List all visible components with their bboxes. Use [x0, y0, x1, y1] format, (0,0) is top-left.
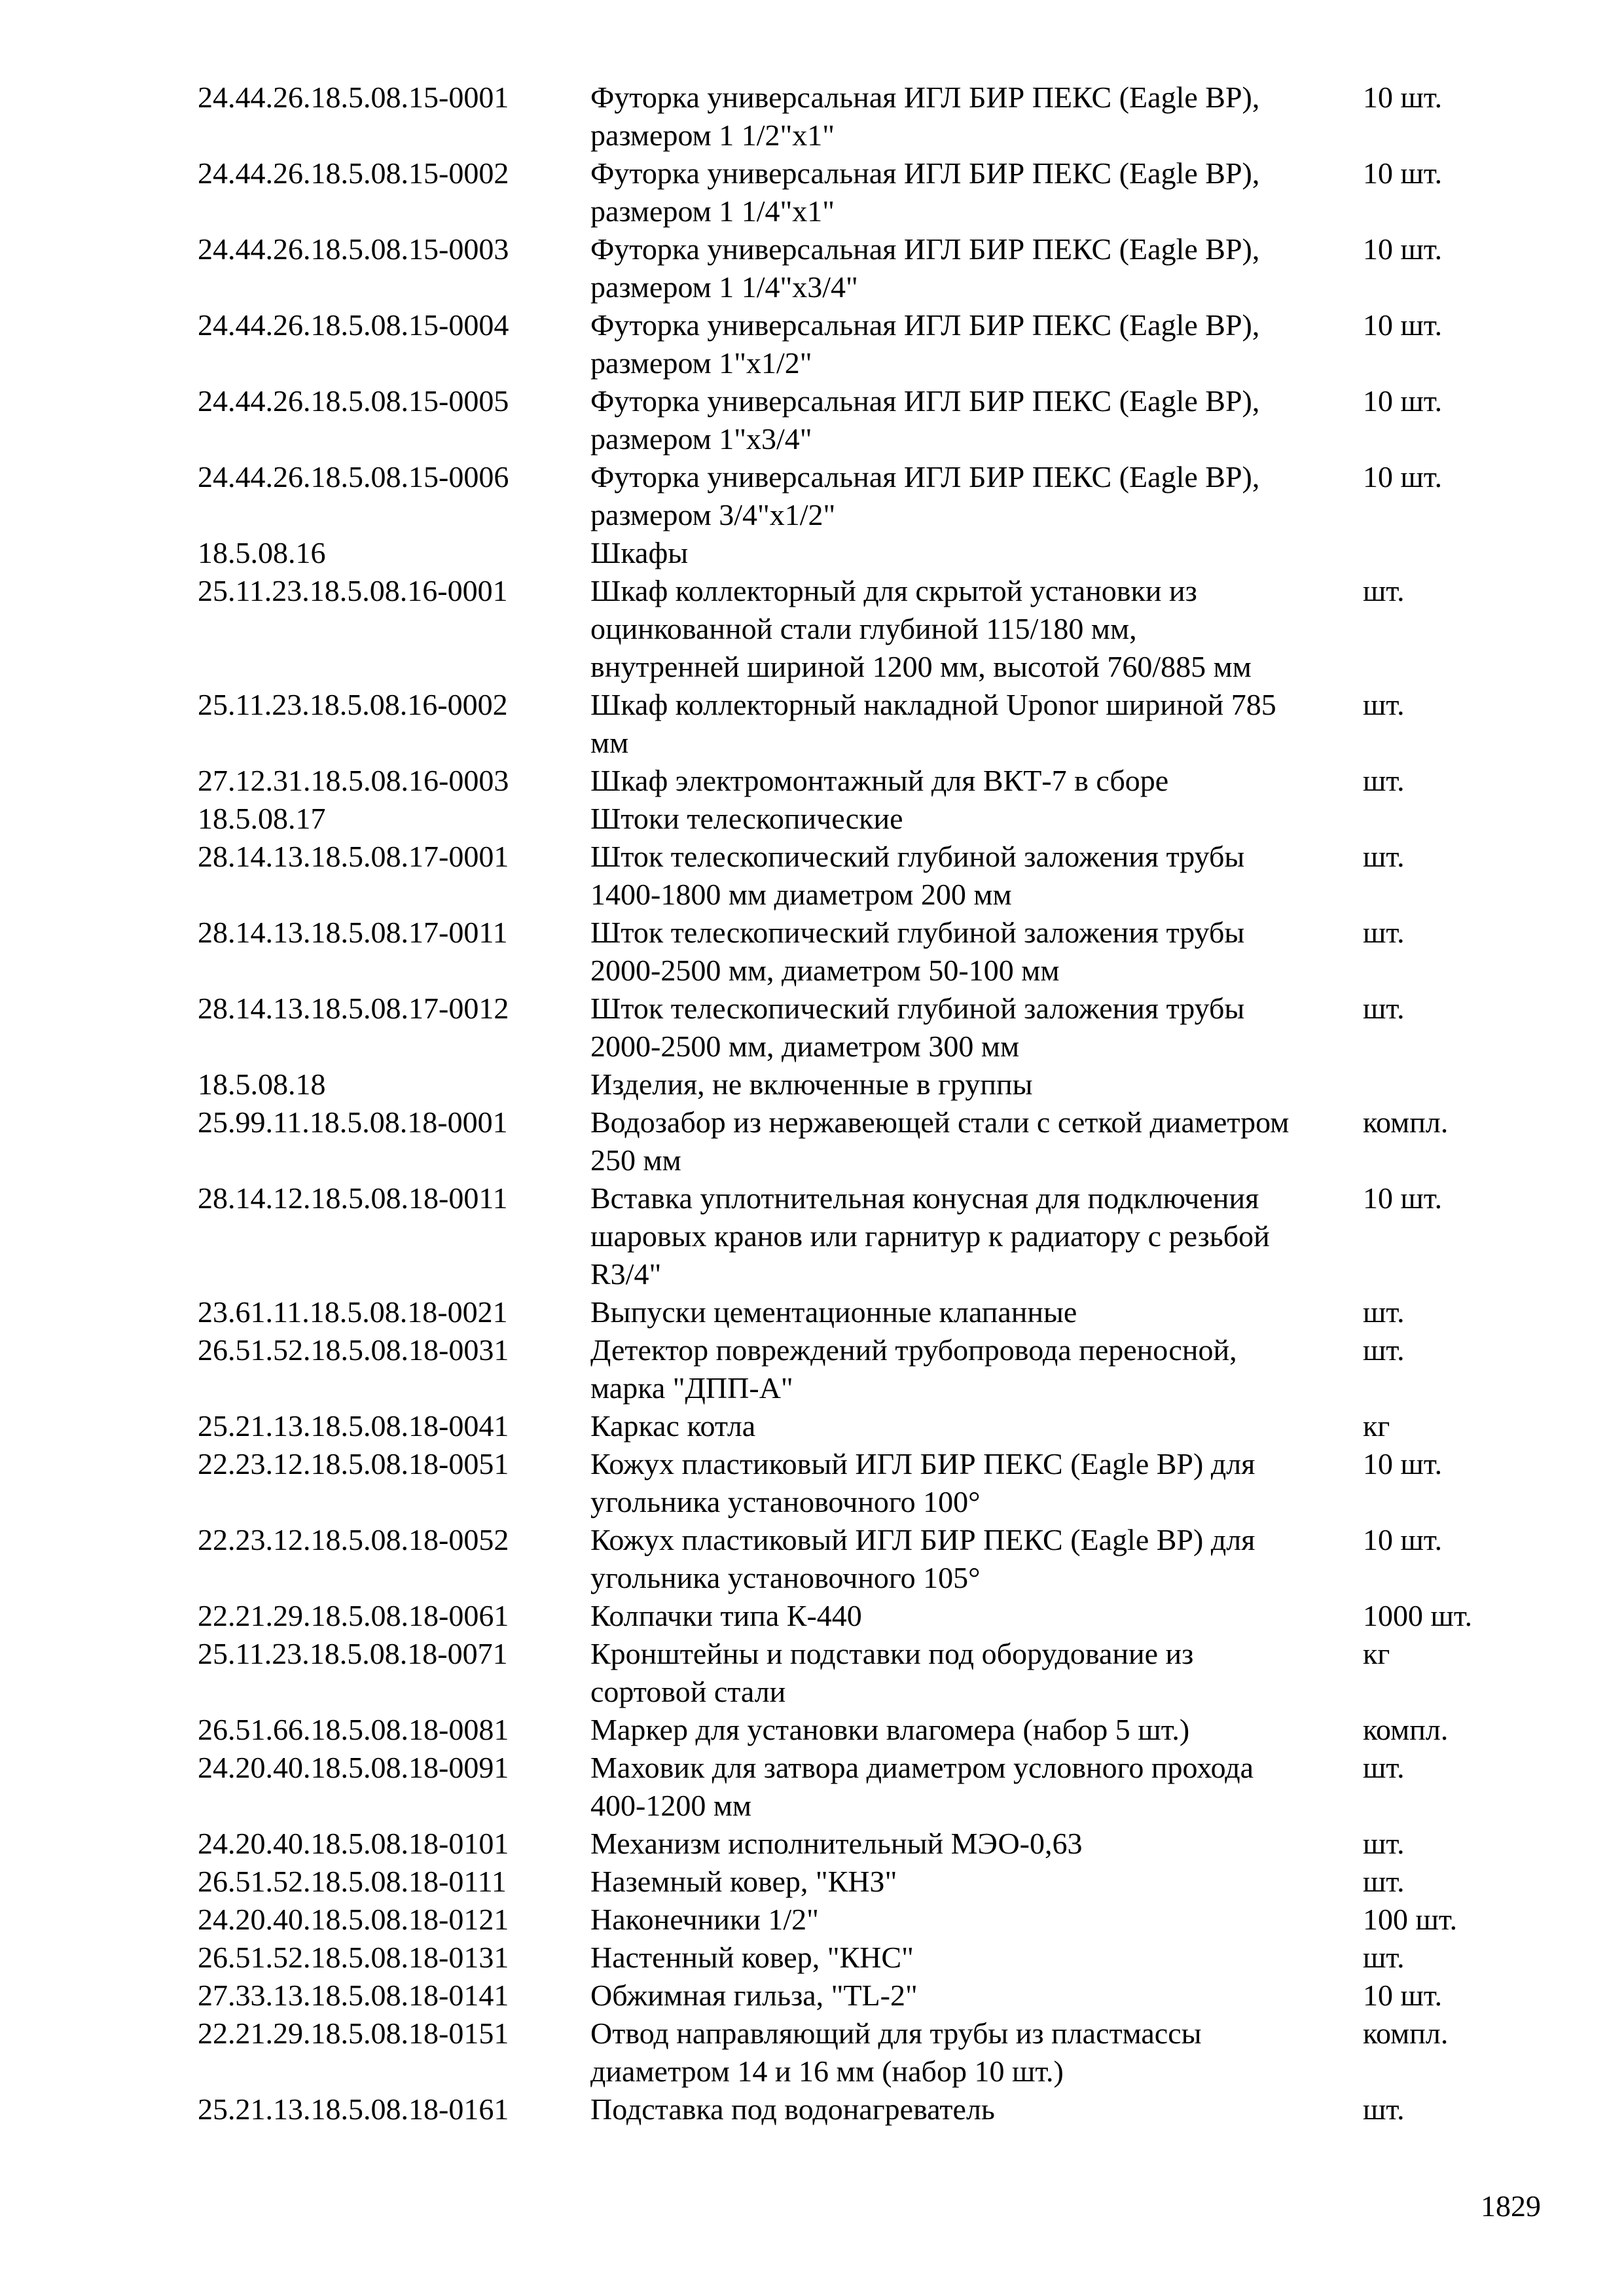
- table-row: [198, 306, 1507, 382]
- table-row: [198, 1445, 1507, 1521]
- table-row: [198, 1635, 1507, 1711]
- group-heading-row: [198, 800, 1507, 838]
- item-name-line: Изделия, не включенные в группы: [590, 1067, 1033, 1101]
- item-name-line: оцинкованной стали глубиной 115/180 мм,: [590, 612, 1137, 645]
- item-name: [590, 2015, 1363, 2090]
- item-unit: шт.: [1363, 1941, 1405, 1974]
- table-row: [198, 1825, 1507, 1863]
- group-heading-row: [198, 534, 1507, 572]
- table-row: [198, 382, 1507, 458]
- item-name-line: размером 1 1/2"x1": [590, 118, 835, 152]
- table-row: [198, 1179, 1507, 1293]
- item-name-line: 2000-2500 мм, диаметром 300 мм: [590, 1030, 1020, 1063]
- item-unit: 10 шт.: [1363, 81, 1443, 114]
- item-name-line: Шток телескопический глубиной заложения трубы: [590, 992, 1245, 1025]
- item-code: 18.5.08.17: [198, 802, 326, 835]
- item-name-line: Отвод направляющий для трубы из пластмассы: [590, 2017, 1202, 2050]
- table-row: [198, 1901, 1507, 1939]
- table-row: [198, 1863, 1507, 1901]
- table-row: [198, 1711, 1507, 1749]
- item-code: 28.14.13.18.5.08.17-0011: [198, 916, 508, 949]
- item-name: [590, 572, 1363, 686]
- item-unit: шт.: [1363, 1827, 1405, 1860]
- item-name: [590, 2090, 1363, 2128]
- item-unit: шт.: [1363, 574, 1405, 607]
- item-name-line: Механизм исполнительный МЭО-0,63: [590, 1827, 1083, 1860]
- item-name-line: Футорка универсальная ИГЛ БИР ПЕКС (Eagle BP),: [590, 384, 1260, 418]
- item-name-line: мм: [590, 726, 629, 759]
- item-code: 22.23.12.18.5.08.18-0051: [198, 1447, 509, 1480]
- item-name: [590, 154, 1363, 230]
- item-code: 23.61.11.18.5.08.18-0021: [198, 1295, 508, 1329]
- item-unit: шт.: [1363, 688, 1405, 721]
- item-name: [590, 800, 1363, 838]
- item-name-line: размером 1 1/4"x1": [590, 194, 835, 228]
- item-name-line: 400-1200 мм: [590, 1789, 752, 1822]
- item-name: [590, 762, 1363, 800]
- item-name-line: Шкафы: [590, 536, 689, 569]
- item-name-line: Маховик для затвора диаметром условного прохода: [590, 1751, 1254, 1784]
- item-unit: 10 шт.: [1363, 156, 1443, 190]
- item-name: [590, 79, 1363, 154]
- item-unit: шт.: [1363, 1865, 1405, 1898]
- item-code: 26.51.52.18.5.08.18-0031: [198, 1333, 509, 1367]
- item-name-line: угольника установочного 105°: [590, 1561, 981, 1594]
- item-name: [590, 686, 1363, 762]
- table-row: [198, 2090, 1507, 2128]
- item-name: [590, 306, 1363, 382]
- table-row: [198, 1977, 1507, 2015]
- resource-table: [198, 79, 1507, 2128]
- item-name-line: Шкаф электромонтажный для ВКТ-7 в сборе: [590, 764, 1169, 797]
- table-row: [198, 1293, 1507, 1331]
- item-code: 24.44.26.18.5.08.15-0002: [198, 156, 509, 190]
- item-code: 26.51.52.18.5.08.18-0111: [198, 1865, 507, 1898]
- table-row: [198, 1749, 1507, 1825]
- page-number: 1829: [1481, 2189, 1541, 2223]
- item-name: [590, 1711, 1363, 1749]
- item-name-line: Вставка уплотнительная конусная для подключения: [590, 1181, 1259, 1215]
- item-code: 28.14.13.18.5.08.17-0001: [198, 840, 509, 873]
- item-name-line: Шток телескопический глубиной заложения трубы: [590, 916, 1245, 949]
- table-row: [198, 79, 1507, 154]
- item-unit: 10 шт.: [1363, 460, 1443, 493]
- item-name: [590, 230, 1363, 306]
- item-name-line: Шкаф коллекторный накладной Uponor шириной 785: [590, 688, 1276, 721]
- item-name-line: диаметром 14 и 16 мм (набор 10 шт.): [590, 2054, 1064, 2088]
- item-name-line: Футорка универсальная ИГЛ БИР ПЕКС (Eagle BP),: [590, 308, 1260, 342]
- item-name-line: Подставка под водонагреватель: [590, 2092, 995, 2126]
- table-row: [198, 1331, 1507, 1407]
- table-row: [198, 838, 1507, 914]
- item-unit: шт.: [1363, 764, 1405, 797]
- item-code: 18.5.08.16: [198, 536, 326, 569]
- table-row: [198, 1521, 1507, 1597]
- item-name: [590, 1863, 1363, 1901]
- table-row: [198, 1407, 1507, 1445]
- item-unit: шт.: [1363, 992, 1405, 1025]
- item-code: 25.99.11.18.5.08.18-0001: [198, 1105, 508, 1139]
- item-unit: 10 шт.: [1363, 384, 1443, 418]
- item-name-line: Маркер для установки влагомера (набор 5 шт.): [590, 1713, 1190, 1746]
- table-row: [198, 914, 1507, 990]
- item-name-line: 2000-2500 мм, диаметром 50-100 мм: [590, 954, 1060, 987]
- item-unit: компл.: [1363, 2017, 1449, 2050]
- item-name-line: Обжимная гильза, "TL-2": [590, 1979, 918, 2012]
- item-code: 28.14.12.18.5.08.18-0011: [198, 1181, 508, 1215]
- item-unit: шт.: [1363, 1333, 1405, 1367]
- item-name-line: сортовой стали: [590, 1675, 786, 1708]
- item-unit: 1000 шт.: [1363, 1599, 1473, 1632]
- item-name: [590, 990, 1363, 1066]
- item-code: 18.5.08.18: [198, 1067, 326, 1101]
- item-name-line: Водозабор из нержавеющей стали с сеткой диаметром: [590, 1105, 1290, 1139]
- item-code: 27.33.13.18.5.08.18-0141: [198, 1979, 509, 2012]
- item-name: [590, 1939, 1363, 1977]
- item-code: 25.11.23.18.5.08.16-0002: [198, 688, 508, 721]
- item-name: [590, 1293, 1363, 1331]
- item-name: [590, 1103, 1363, 1179]
- item-name-line: Кронштейны и подставки под оборудование из: [590, 1637, 1194, 1670]
- item-name: [590, 1445, 1363, 1521]
- item-unit: кг: [1363, 1637, 1390, 1670]
- item-code: 24.44.26.18.5.08.15-0005: [198, 384, 509, 418]
- item-name-line: Футорка универсальная ИГЛ БИР ПЕКС (Eagle BP),: [590, 156, 1260, 190]
- table-row: [198, 1103, 1507, 1179]
- item-code: 26.51.66.18.5.08.18-0081: [198, 1713, 509, 1746]
- item-name: [590, 1977, 1363, 2015]
- item-name: [590, 838, 1363, 914]
- item-unit: шт.: [1363, 2092, 1405, 2126]
- item-code: 28.14.13.18.5.08.17-0012: [198, 992, 509, 1025]
- item-code: 26.51.52.18.5.08.18-0131: [198, 1941, 509, 1974]
- item-name: [590, 1331, 1363, 1407]
- item-unit: кг: [1363, 1409, 1390, 1443]
- table-row: [198, 990, 1507, 1066]
- item-name-line: размером 1"x1/2": [590, 346, 812, 380]
- item-unit: 100 шт.: [1363, 1903, 1458, 1936]
- item-code: 25.11.23.18.5.08.16-0001: [198, 574, 508, 607]
- item-name-line: Кожух пластиковый ИГЛ БИР ПЕКС (Eagle BP) для: [590, 1447, 1255, 1480]
- item-name: [590, 1597, 1363, 1635]
- item-name-line: Футорка универсальная ИГЛ БИР ПЕКС (Eagle BP),: [590, 460, 1260, 493]
- item-code: 24.20.40.18.5.08.18-0121: [198, 1903, 509, 1936]
- item-name-line: Кожух пластиковый ИГЛ БИР ПЕКС (Eagle BP) для: [590, 1523, 1255, 1556]
- item-unit: шт.: [1363, 840, 1405, 873]
- item-code: 22.21.29.18.5.08.18-0061: [198, 1599, 509, 1632]
- item-name-line: Настенный ковер, "КНС": [590, 1941, 914, 1974]
- item-name: [590, 1407, 1363, 1445]
- item-name: [590, 1521, 1363, 1597]
- item-name-line: Выпуски цементационные клапанные: [590, 1295, 1077, 1329]
- item-code: 27.12.31.18.5.08.16-0003: [198, 764, 509, 797]
- item-name-line: Штоки телескопические: [590, 802, 903, 835]
- item-name: [590, 1179, 1363, 1293]
- table-row: [198, 572, 1507, 686]
- item-unit: шт.: [1363, 1751, 1405, 1784]
- item-unit: 10 шт.: [1363, 1181, 1443, 1215]
- item-code: 24.20.40.18.5.08.18-0101: [198, 1827, 509, 1860]
- table-row: [198, 154, 1507, 230]
- item-name: [590, 1066, 1363, 1103]
- item-code: 25.21.13.18.5.08.18-0161: [198, 2092, 509, 2126]
- item-name: [590, 382, 1363, 458]
- item-name: [590, 458, 1363, 534]
- item-name-line: 250 мм: [590, 1143, 681, 1177]
- table-row: [198, 458, 1507, 534]
- item-unit: 10 шт.: [1363, 308, 1443, 342]
- item-unit: 10 шт.: [1363, 1979, 1443, 2012]
- item-name-line: Колпачки типа К-440: [590, 1599, 862, 1632]
- item-name: [590, 1635, 1363, 1711]
- table-row: [198, 762, 1507, 800]
- item-code: 25.21.13.18.5.08.18-0041: [198, 1409, 509, 1443]
- item-code: 24.44.26.18.5.08.15-0001: [198, 81, 509, 114]
- item-name-line: Футорка универсальная ИГЛ БИР ПЕКС (Eagle BP),: [590, 232, 1260, 266]
- item-code: 24.44.26.18.5.08.15-0006: [198, 460, 509, 493]
- item-code: 24.44.26.18.5.08.15-0003: [198, 232, 509, 266]
- item-name-line: Каркас котла: [590, 1409, 756, 1443]
- item-unit: 10 шт.: [1363, 1447, 1443, 1480]
- table-row: [198, 230, 1507, 306]
- group-heading-row: [198, 1066, 1507, 1103]
- item-name: [590, 1749, 1363, 1825]
- item-code: 24.44.26.18.5.08.15-0004: [198, 308, 509, 342]
- table-row: [198, 1939, 1507, 1977]
- item-code: 22.23.12.18.5.08.18-0052: [198, 1523, 509, 1556]
- item-code: 24.20.40.18.5.08.18-0091: [198, 1751, 509, 1784]
- item-unit: 10 шт.: [1363, 1523, 1443, 1556]
- item-name: [590, 914, 1363, 990]
- item-name-line: Шкаф коллекторный для скрытой установки из: [590, 574, 1197, 607]
- item-name-line: размером 3/4"x1/2": [590, 498, 836, 531]
- item-unit: 10 шт.: [1363, 232, 1443, 266]
- table-row: [198, 1597, 1507, 1635]
- item-name: [590, 1901, 1363, 1939]
- item-unit: шт.: [1363, 916, 1405, 949]
- item-name-line: размером 1 1/4"x3/4": [590, 270, 858, 304]
- item-unit: шт.: [1363, 1295, 1405, 1329]
- item-name-line: внутренней шириной 1200 мм, высотой 760/885 мм: [590, 650, 1252, 683]
- item-name-line: Детектор повреждений трубопровода переносной,: [590, 1333, 1237, 1367]
- item-code: 25.11.23.18.5.08.18-0071: [198, 1637, 508, 1670]
- item-unit: компл.: [1363, 1105, 1449, 1139]
- item-name-line: R3/4": [590, 1257, 662, 1291]
- item-name-line: угольника установочного 100°: [590, 1485, 981, 1518]
- item-name: [590, 1825, 1363, 1863]
- item-name-line: размером 1"x3/4": [590, 422, 812, 456]
- item-name-line: шаровых кранов или гарнитур к радиатору с резьбой: [590, 1219, 1270, 1253]
- item-name-line: Наземный ковер, "КНЗ": [590, 1865, 897, 1898]
- item-name-line: Футорка универсальная ИГЛ БИР ПЕКС (Eagle BP),: [590, 81, 1260, 114]
- item-name-line: Наконечники 1/2": [590, 1903, 819, 1936]
- item-name-line: марка "ДПП-А": [590, 1371, 793, 1405]
- item-name-line: Шток телескопический глубиной заложения трубы: [590, 840, 1245, 873]
- item-unit: компл.: [1363, 1713, 1449, 1746]
- item-name: [590, 534, 1363, 572]
- item-code: 22.21.29.18.5.08.18-0151: [198, 2017, 509, 2050]
- item-name-line: 1400-1800 мм диаметром 200 мм: [590, 878, 1012, 911]
- table-row: [198, 686, 1507, 762]
- table-row: [198, 2015, 1507, 2090]
